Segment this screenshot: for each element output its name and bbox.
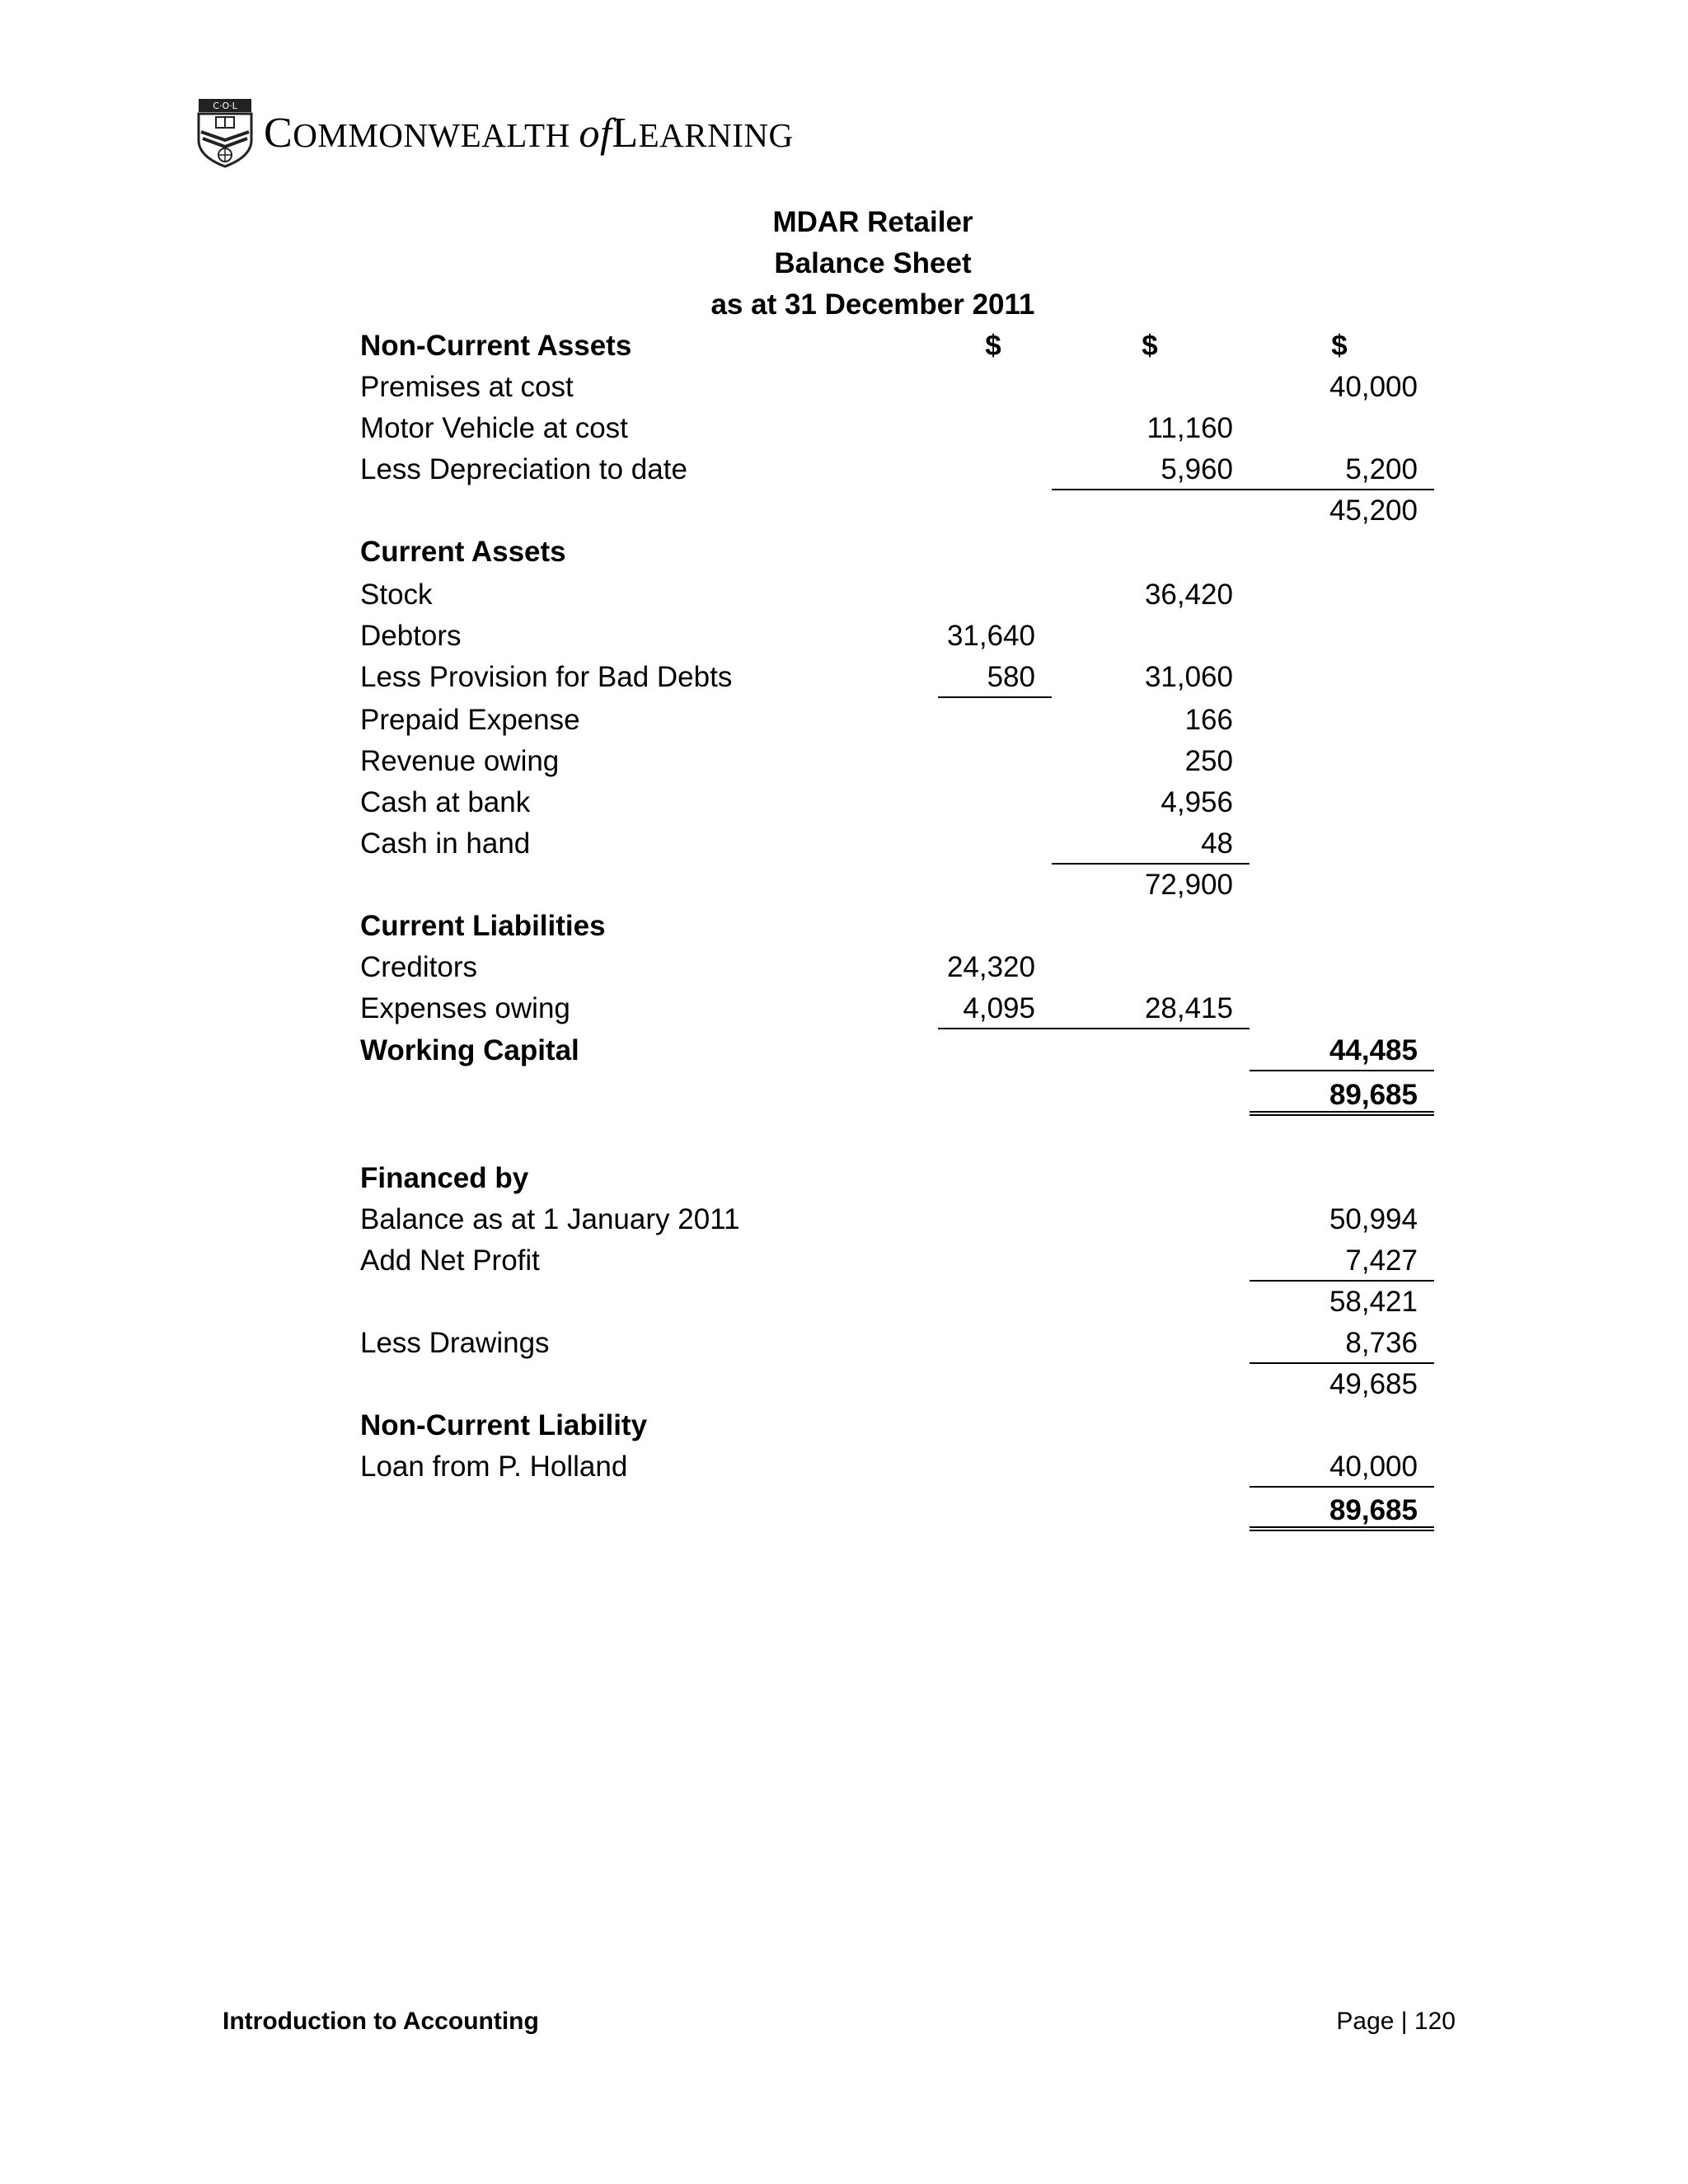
table-row bbox=[0, 1030, 1688, 1071]
table-row bbox=[0, 1075, 1688, 1116]
row-label: Current Assets bbox=[360, 536, 566, 568]
amount-cell-c3: 5,200 bbox=[1250, 449, 1434, 490]
amount-cell-c2: 72,900 bbox=[1144, 869, 1233, 901]
amount-cell-c2: 166 bbox=[1184, 704, 1233, 736]
amount-cell-c3: 50,994 bbox=[1329, 1203, 1418, 1235]
amount-cell-c2: 31,060 bbox=[1144, 661, 1233, 693]
row-label: Expenses owing bbox=[360, 992, 570, 1024]
row-label: Creditors bbox=[360, 951, 477, 983]
table-row bbox=[0, 326, 1688, 367]
table-row bbox=[0, 1158, 1688, 1199]
table-row bbox=[0, 1446, 1688, 1488]
amount-cell-c3: 7,427 bbox=[1250, 1240, 1434, 1282]
amount-cell-c2: 250 bbox=[1184, 745, 1233, 777]
amount-cell-c1: 31,640 bbox=[946, 620, 1035, 652]
table-row bbox=[0, 700, 1688, 741]
col-logo-wordmark: COMMONWEALTH ofLEARNING bbox=[264, 109, 794, 157]
row-label: Balance as at 1 January 2011 bbox=[360, 1203, 740, 1235]
page-footer bbox=[0, 2001, 1688, 2042]
row-label: Non-Current Assets bbox=[360, 330, 632, 362]
footer-page-number: Page | 120 bbox=[1336, 2008, 1456, 2035]
row-label: Current Liabilities bbox=[360, 910, 606, 942]
table-row bbox=[0, 865, 1688, 906]
amount-cell-c3: 40,000 bbox=[1329, 371, 1418, 403]
row-label: Less Drawings bbox=[360, 1327, 550, 1359]
company-name: MDAR Retailer bbox=[772, 206, 973, 238]
table-row bbox=[0, 823, 1688, 865]
table-row bbox=[0, 574, 1688, 616]
amount-cell-c3: 89,685 bbox=[1250, 1075, 1434, 1116]
amount-cell-c1: 24,320 bbox=[946, 951, 1035, 983]
table-row bbox=[0, 741, 1688, 782]
table-row bbox=[0, 532, 1688, 573]
amount-cell-c3: 89,685 bbox=[1250, 1490, 1434, 1531]
table-row bbox=[0, 367, 1688, 408]
amount-cell-c3: 8,736 bbox=[1250, 1323, 1434, 1364]
column-header-2: $ bbox=[1142, 330, 1158, 362]
row-label: Less Provision for Bad Debts bbox=[360, 661, 733, 693]
row-label: Cash in hand bbox=[360, 827, 531, 860]
crest-badge-text: C·O·L bbox=[213, 101, 237, 111]
table-row bbox=[0, 906, 1688, 947]
col-logo bbox=[196, 97, 794, 168]
amount-cell-c3: 44,485 bbox=[1250, 1030, 1434, 1071]
row-label: Less Depreciation to date bbox=[360, 453, 687, 485]
row-label: Prepaid Expense bbox=[360, 704, 580, 736]
table-row bbox=[0, 490, 1688, 532]
footer-course-title: Introduction to Accounting bbox=[223, 2008, 539, 2035]
table-row bbox=[0, 988, 1688, 1029]
column-header-3: $ bbox=[1331, 330, 1348, 362]
table-row bbox=[0, 1405, 1688, 1446]
table-row bbox=[0, 1282, 1688, 1323]
statement-date: as at 31 December 2011 bbox=[710, 288, 1035, 321]
amount-cell-c1: 580 bbox=[938, 657, 1052, 698]
table-row bbox=[0, 947, 1688, 988]
amount-cell-c2: 4,956 bbox=[1160, 786, 1233, 818]
table-row bbox=[0, 449, 1688, 490]
amount-cell-c2: 11,160 bbox=[1146, 412, 1233, 444]
table-row bbox=[0, 1490, 1688, 1531]
amount-cell-c2: 36,420 bbox=[1144, 579, 1233, 611]
amount-cell-c1: 4,095 bbox=[938, 988, 1052, 1029]
row-label: Add Net Profit bbox=[360, 1244, 540, 1277]
amount-cell-c3: 45,200 bbox=[1329, 494, 1418, 527]
table-row bbox=[0, 1364, 1688, 1405]
row-label: Stock bbox=[360, 579, 433, 611]
row-label: Cash at bank bbox=[360, 786, 531, 818]
table-row bbox=[0, 1199, 1688, 1240]
table-row bbox=[0, 1240, 1688, 1282]
row-label: Premises at cost bbox=[360, 371, 574, 403]
col-crest-icon bbox=[196, 97, 254, 168]
statement-name: Balance Sheet bbox=[774, 247, 972, 279]
amount-cell-c2: 28,415 bbox=[1052, 988, 1250, 1029]
table-row bbox=[0, 1323, 1688, 1364]
row-label: Revenue owing bbox=[360, 745, 560, 777]
amount-cell-c2: 48 bbox=[1052, 823, 1250, 865]
row-label: Motor Vehicle at cost bbox=[360, 412, 628, 444]
row-label: Non-Current Liability bbox=[360, 1409, 648, 1441]
table-row bbox=[0, 657, 1688, 698]
row-label: Financed by bbox=[360, 1162, 529, 1194]
table-row bbox=[0, 408, 1688, 449]
table-row bbox=[0, 616, 1688, 657]
amount-cell-c3: 40,000 bbox=[1250, 1446, 1434, 1488]
table-row bbox=[0, 782, 1688, 823]
row-label: Working Capital bbox=[360, 1034, 579, 1066]
column-header-1: $ bbox=[985, 330, 1001, 362]
amount-cell-c2: 5,960 bbox=[1052, 449, 1250, 490]
amount-cell-c3: 58,421 bbox=[1329, 1286, 1418, 1318]
row-label: Debtors bbox=[360, 620, 462, 652]
row-label: Loan from P. Holland bbox=[360, 1451, 628, 1483]
amount-cell-c3: 49,685 bbox=[1329, 1368, 1418, 1400]
